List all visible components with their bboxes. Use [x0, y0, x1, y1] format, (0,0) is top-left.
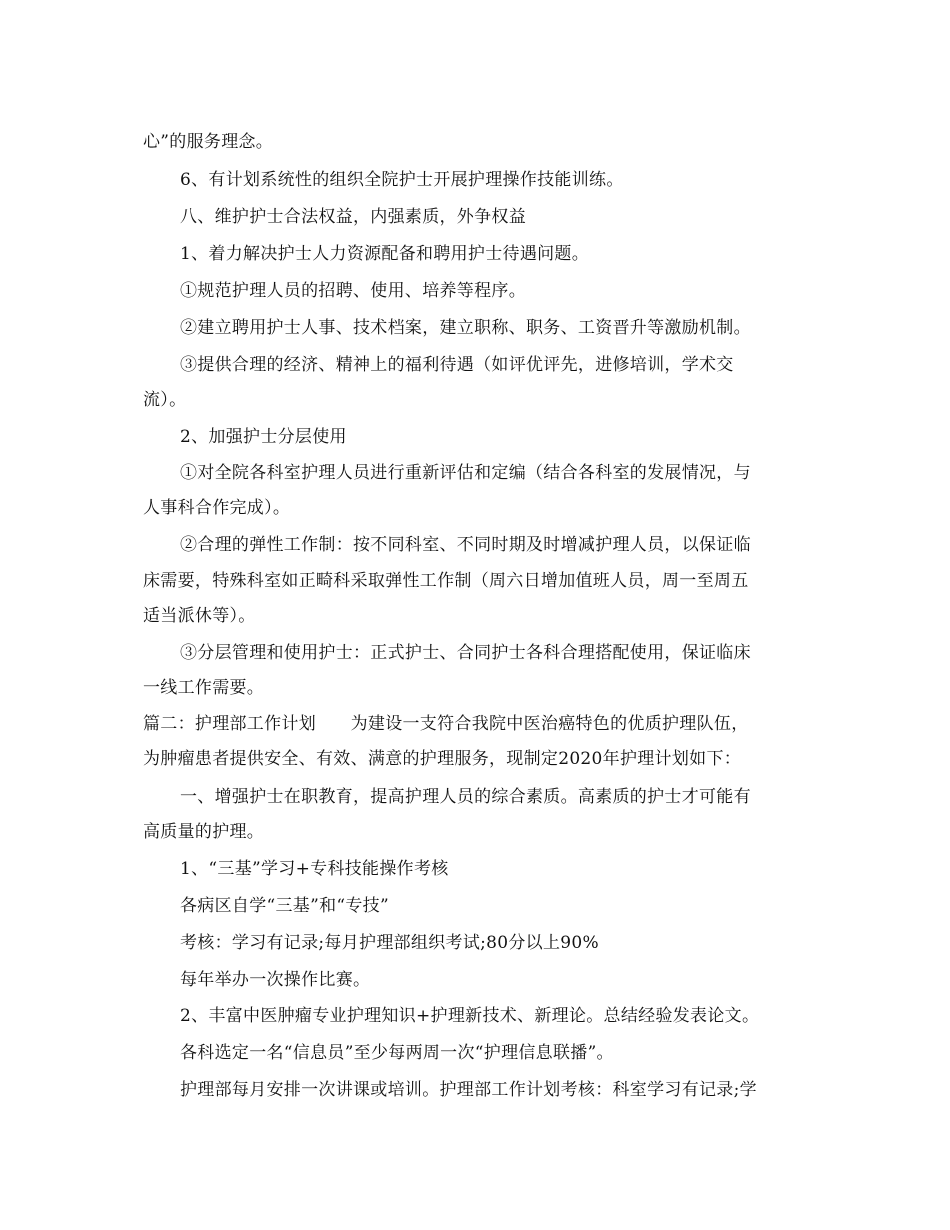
text-line: ③分层管理和使用护士：正式护士、合同护士各科合理搭配使用，保证临床	[180, 643, 751, 663]
text-line: 篇二：护理部工作计划 为建设一支符合我院中医治癌特色的优质护理队伍，	[143, 714, 749, 734]
text-line: 1、着力解决护士人力资源配备和聘用护士待遇问题。	[180, 244, 590, 264]
text-line: 护理部每月安排一次讲课或培训。护理部工作计划考核：科室学习有记录;学	[180, 1080, 757, 1100]
text-line: 一、增强护士在职教育，提高护理人员的综合素质。高素质的护士才可能有	[180, 787, 751, 807]
text-line: 高质量的护理。	[143, 822, 265, 842]
text-line: 适当派休等）。	[143, 606, 256, 626]
text-line: 一线工作需要。	[143, 678, 265, 698]
text-line: 6、有计划系统性的组织全院护士开展护理操作技能训练。	[180, 170, 624, 190]
text-line: 心”的服务理念。	[143, 132, 274, 152]
text-line: 人事科合作完成）。	[143, 498, 291, 518]
text-line: 各病区自学“三基”和“专技”	[180, 896, 389, 916]
text-line: 2、加强护士分层使用	[180, 427, 347, 447]
text-line: 2、丰富中医肿瘤专业护理知识+护理新技术、新理论。总结经验发表论文。	[180, 1006, 760, 1026]
text-line: 床需要，特殊科室如正畸科采取弹性工作制（周六日增加值班人员，周一至周五	[143, 571, 749, 591]
text-line: 八、维护护士合法权益，内强素质，外争权益	[180, 207, 526, 227]
text-line: ①规范护理人员的招聘、使用、培养等程序。	[180, 281, 526, 301]
text-line: ②合理的弹性工作制：按不同科室、不同时期及时增减护理人员，以保证临	[180, 535, 751, 555]
text-line: 每年举办一次操作比赛。	[180, 970, 371, 990]
text-line: ①对全院各科室护理人员进行重新评估和定编（结合各科室的发展情况，与	[180, 463, 751, 483]
text-line: 各科选定一名“信息员”至少每两周一次“护理信息联播”。	[180, 1043, 614, 1063]
text-line: 流）。	[143, 390, 187, 410]
text-line: 1、“三基”学习+专科技能操作考核	[180, 859, 449, 879]
text-line: 为肿瘤患者提供安全、有效、满意的护理服务，现制定2020年护理计划如下：	[143, 749, 742, 769]
text-line: ②建立聘用护士人事、技术档案，建立职称、职务、工资晋升等激励机制。	[180, 318, 751, 338]
text-line: ③提供合理的经济、精神上的福利待遇（如评优评先，进修培训，学术交	[180, 355, 734, 375]
text-line: 考核：学习有记录;每月护理部组织考试;80分以上90%	[180, 933, 599, 953]
